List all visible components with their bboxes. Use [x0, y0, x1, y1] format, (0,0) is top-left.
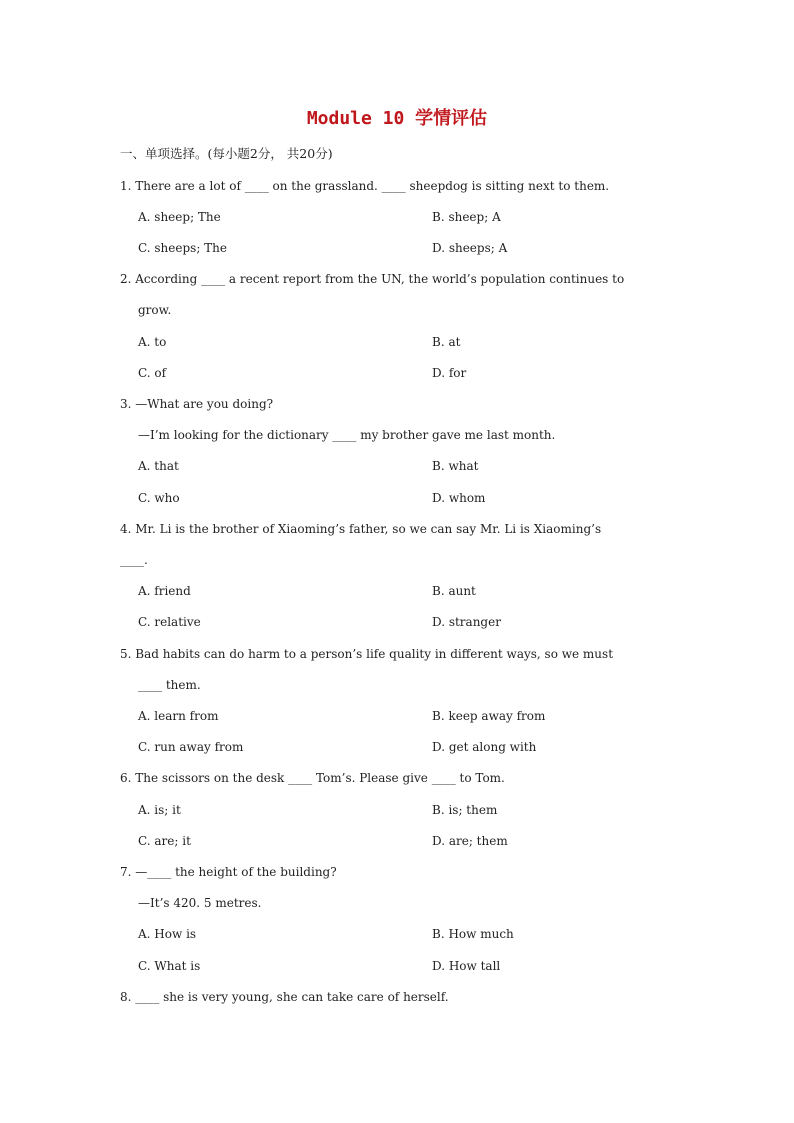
- question-7-text: 7. —____ the height of the building?: [120, 865, 337, 879]
- question-2-option-b: B. at: [432, 335, 461, 349]
- question-5-option-c: C. run away from: [138, 740, 244, 754]
- question-1-option-a: A. sheep; The: [138, 210, 221, 224]
- question-7-option-d: D. How tall: [432, 959, 501, 973]
- question-6-text: 6. The scissors on the desk ____ Tom’s. Please give ____ to Tom.: [120, 771, 505, 785]
- question-7-option-a: A. How is: [138, 927, 197, 941]
- question-2-option-c: C. of: [138, 366, 167, 380]
- question-5-option-d: D. get along with: [432, 740, 537, 754]
- question-6-option-d: D. are; them: [432, 834, 508, 848]
- question-6-option-c: C. are; it: [138, 834, 191, 848]
- question-5-option-b: B. keep away from: [432, 709, 546, 723]
- question-1-option-b: B. sheep; A: [432, 210, 501, 224]
- question-7-option-c: C. What is: [138, 959, 201, 973]
- question-8-text: 8. ____ she is very young, she can take care of herself.: [120, 990, 449, 1004]
- question-4-option-d: D. stranger: [432, 615, 501, 629]
- question-4-option-b: B. aunt: [432, 584, 476, 598]
- question-3-text: 3. —What are you doing?: [120, 397, 274, 411]
- question-2-text-cont: grow.: [138, 303, 172, 317]
- section-heading: 一、单项选择。(每小题2分， 共20分): [120, 146, 333, 161]
- question-5-text: 5. Bad habits can do harm to a person’s life quality in different ways, so we must: [120, 647, 614, 661]
- question-3-option-b: B. what: [432, 459, 479, 473]
- question-4-text-cont: ____.: [120, 553, 148, 567]
- question-1-text: 1. There are a lot of ____ on the grassland. ____ sheepdog is sitting next to them.: [120, 179, 610, 193]
- question-4-option-a: A. friend: [138, 584, 191, 598]
- question-6-option-b: B. is; them: [432, 803, 498, 817]
- question-5-text-cont: ____ them.: [138, 678, 201, 692]
- question-6-option-a: A. is; it: [138, 803, 181, 817]
- question-7-text-cont: —It’s 420. 5 metres.: [138, 896, 262, 910]
- page-title: Module 10 学情评估: [306, 108, 488, 129]
- question-4-text: 4. Mr. Li is the brother of Xiaoming’s father, so we can say Mr. Li is Xiaoming’s: [120, 522, 602, 536]
- question-3-option-c: C. who: [138, 491, 180, 505]
- question-2-text: 2. According ____ a recent report from the UN, the world’s population continues to: [120, 272, 625, 286]
- question-2-option-d: D. for: [432, 366, 467, 380]
- question-4-option-c: C. relative: [138, 615, 201, 629]
- question-7-option-b: B. How much: [432, 927, 514, 941]
- question-1-option-c: C. sheeps; The: [138, 241, 228, 255]
- question-1-option-d: D. sheeps; A: [432, 241, 508, 255]
- question-3-option-a: A. that: [138, 459, 179, 473]
- question-5-option-a: A. learn from: [138, 709, 219, 723]
- question-2-option-a: A. to: [138, 335, 167, 349]
- question-3-text-cont: —I’m looking for the dictionary ____ my brother gave me last month.: [138, 428, 556, 442]
- question-3-option-d: D. whom: [432, 491, 486, 505]
